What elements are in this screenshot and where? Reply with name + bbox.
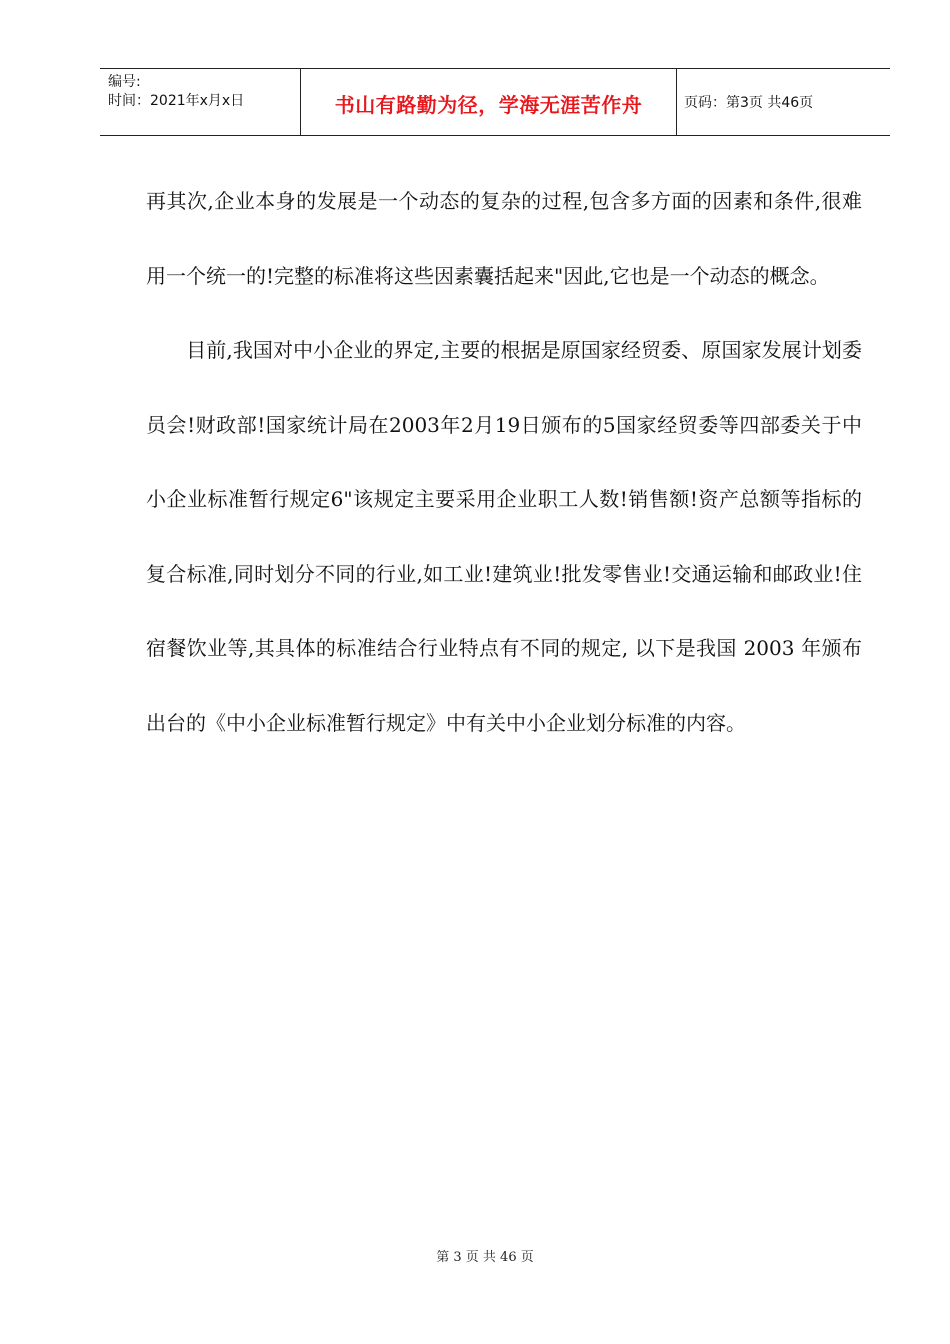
body-paragraph: 目前,我国对中小企业的界定,主要的根据是原国家经贸委、原国家发展计划委员会!财政部!国家统计局在2003年2月19日颁布的5国家经贸委等四部委关于中小企业标准暂行规定6"该规定主要采用企业职工人数!销售额!资产总额等指标的复合标准,同时划分不同的行业,如工业!建筑业!批发零售业!交通运输和邮政业!住宿餐饮业等,其具体的标准结合行业特点有不同的规定, 以下是我国 2003 年颁布出台的《中小企业标准暂行规定》中有关中小企业划分标准的内容。 (146, 338, 862, 735)
header-motto-cell (301, 69, 677, 135)
document-header (100, 68, 890, 136)
header-meta (100, 69, 301, 135)
header-page-info: 页码：第3页 共46页 (684, 95, 814, 111)
header-page-cell (677, 69, 890, 135)
header-motto: 书山有路勤为径，学海无涯苦作舟 (334, 92, 643, 117)
page-footer: 第 3 页 共 46 页 (436, 1250, 534, 1265)
body-paragraph: 再其次,企业本身的发展是一个动态的复杂的过程,包含多方面的因素和条件,很难用一个统一的!完整的标准将这些因素囊括起来"因此,它也是一个动态的概念。 (146, 189, 862, 288)
header-number-label: 编号: (108, 74, 141, 90)
header-time-label: 时间：2021年x月x日 (108, 93, 245, 109)
document-body (146, 164, 862, 760)
